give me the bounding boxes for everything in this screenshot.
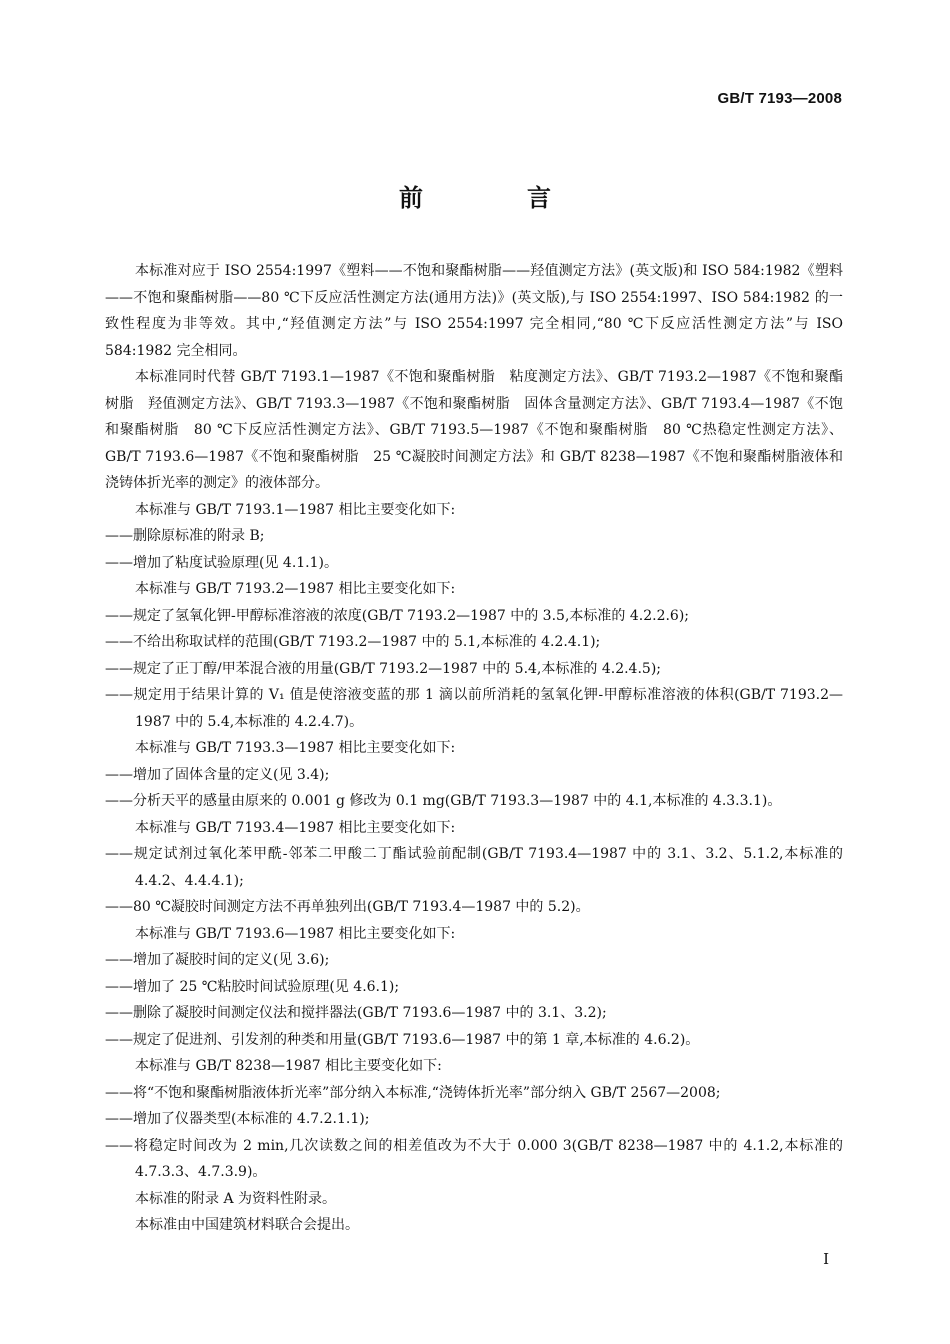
list-item: ——将稳定时间改为 2 min,几次读数之间的相差值改为不大于 0.000 3(GB/T 8238—1987 中的 4.1.2,本标准的 4.7.3.3、4.7.3.9)。 [105,1137,843,1180]
paragraph: 本标准与 GB/T 7193.6—1987 相比主要变化如下: [135,925,456,942]
paragraph: 本标准与 GB/T 8238—1987 相比主要变化如下: [135,1058,442,1074]
list-item: ——80 ℃凝胶时间测定方法不再单独列出(GB/T 7193.4—1987 中的 5.2)。 [105,899,590,915]
paragraph: 本标准与 GB/T 7193.3—1987 相比主要变化如下: [135,740,456,756]
paragraph: 本标准与 GB/T 7193.2—1987 相比主要变化如下: [135,581,456,597]
standard-code: GB/T 7193—2008 [717,90,842,107]
paragraph: 本标准对应于 ISO 2554:1997《塑料——不饱和聚酯树脂——羟值测定方法》(英文版)和 ISO 584:1982《塑料——不饱和聚酯树脂——80 ℃下反应活性测定方法(通用方法)》(英文版),与 ISO 2554:1997、ISO 584:1982 的一致性程度为非等效。其中,“羟值测定方法”与 ISO 2554:1997 完全相同,“80 ℃下反应活性测定方法”与 ISO 584:1982 完全相同。 [105,263,843,359]
list-item: ——不给出称取试样的范围(GB/T 7193.2—1987 中的 5.1,本标准的 4.2.4.1); [105,634,601,650]
list-item: ——规定了氢氧化钾-甲醇标准溶液的浓度(GB/T 7193.2—1987 中的 3.5,本标准的 4.2.2.6); [105,607,690,624]
list-item: ——增加了仪器类型(本标准的 4.7.2.1.1); [105,1111,370,1127]
paragraph: 本标准由中国建筑材料联合会提出。 [135,1217,359,1233]
list-item: ——增加了凝胶时间的定义(见 3.6); [105,952,330,968]
list-item: ——规定了正丁醇/甲苯混合液的用量(GB/T 7193.2—1987 中的 5.4,本标准的 4.2.4.5); [105,660,661,677]
paragraph: 本标准与 GB/T 7193.4—1987 相比主要变化如下: [135,819,456,836]
page-title: 前 言 [399,184,591,212]
list-item: ——删除原标准的附录 B; [105,528,265,544]
document-body [105,258,843,1239]
list-item: ——规定用于结果计算的 V₁ 值是使溶液变蓝的那 1 滴以前所消耗的氢氧化钾-甲醇标准溶液的体积(GB/T 7193.2—1987 中的 5.4,本标准的 4.2.4.7)。 [105,687,843,730]
list-item: ——增加了粘度试验原理(见 4.1.1)。 [105,554,338,571]
paragraph: 本标准与 GB/T 7193.1—1987 相比主要变化如下: [135,501,456,518]
page-number: I [823,1250,829,1268]
list-item: ——删除了凝胶时间测定仪法和搅拌器法(GB/T 7193.6—1987 中的 3.1、3.2); [105,1005,607,1021]
paragraph: 本标准同时代替 GB/T 7193.1—1987《不饱和聚酯树脂 粘度测定方法》、GB/T 7193.2—1987《不饱和聚酯树脂 羟值测定方法》、GB/T 7193.3—1987《不饱和聚酯树脂 固体含量测定方法》、GB/T 7193.4—1987《不饱和聚酯树脂 80 ℃下反应活性测定方法》、GB/T 7193.5—1987《不饱和聚酯树脂 80 ℃热稳定性测定方法》、GB/T 7193.6—1987《不饱和聚酯树脂 25 ℃凝胶时间测定方法》和 GB/T 8238—1987《不饱和聚酯树脂液体和浇铸体折光率的测定》的液体部分。 [105,369,843,491]
list-item: ——分析天平的感量由原来的 0.001 g 修改为 0.1 mg(GB/T 7193.3—1987 中的 4.1,本标准的 4.3.3.1)。 [105,793,782,809]
list-item: ——规定试剂过氧化苯甲酰-邻苯二甲酸二丁酯试验前配制(GB/T 7193.4—1987 中的 3.1、3.2、5.1.2,本标准的 4.4.2、4.4.4.1); [105,846,843,889]
paragraph: 本标准的附录 A 为资料性附录。 [135,1190,337,1207]
list-item: ——增加了固体含量的定义(见 3.4); [105,766,330,783]
list-item: ——增加了 25 ℃粘胶时间试验原理(见 4.6.1); [105,978,400,995]
list-item: ——规定了促进剂、引发剂的种类和用量(GB/T 7193.6—1987 中的第 1 章,本标准的 4.6.2)。 [105,1031,700,1048]
list-item: ——将“不饱和聚酯树脂液体折光率”部分纳入本标准,“浇铸体折光率”部分纳入 GB/T 2567—2008; [105,1084,721,1101]
